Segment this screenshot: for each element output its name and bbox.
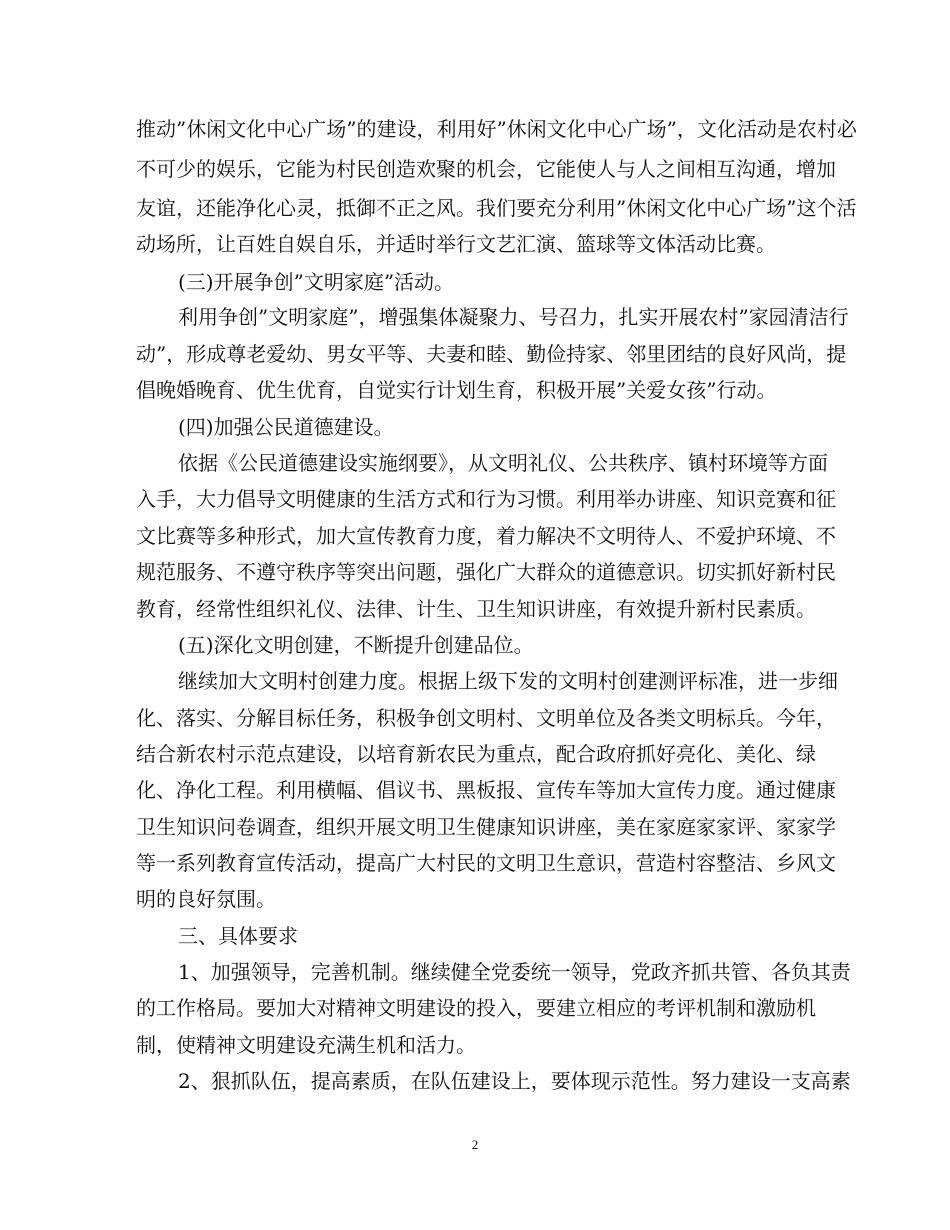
text-line: 的工作格局。要加大对精神文明建设的投入，要建立相应的考评机制和激励机 <box>136 996 816 1020</box>
text-line: 动”，形成尊老爱幼、男女平等、夫妻和睦、勤俭持家、邻里团结的良好风尚，提 <box>136 342 847 366</box>
text-line: 继续加大文明村创建力度。根据上级下发的文明村创建测评标准，进一步细 <box>178 669 838 693</box>
text-line: 1、加强领导，完善机制。继续健全党委统一领导，党政齐抓共管、各负其责 <box>178 960 851 984</box>
text-line: 依据《公民道德建设实施纲要》，从文明礼仪、公共秩序、镇村环境等方面 <box>178 451 828 475</box>
text-line: 等一系列教育宣传活动，提高广大村民的文明卫生意识，营造村容整洁、乡风文 <box>136 851 836 875</box>
text-line: 入手，大力倡导文明健康的生活方式和行为习惯。利用举办讲座、知识竞赛和征 <box>136 487 836 511</box>
text-line: 动场所，让百姓自娱自乐，并适时举行文艺汇演、篮球等文体活动比赛。 <box>136 232 776 256</box>
text-line: 教育，经常性组织礼仪、法律、计生、卫生知识讲座，有效提升新村民素质。 <box>136 597 816 621</box>
text-line: 卫生知识问卷调查，组织开展文明卫生健康知识讲座，美在家庭家家评、家家学 <box>136 815 836 839</box>
text-line: 结合新农村示范点建设，以培育新农民为重点，配合政府抓好亮化、美化、绿 <box>136 742 816 766</box>
text-line: 制，使精神文明建设充满生机和活力。 <box>136 1033 476 1057</box>
text-line: 规范服务、不遵守秩序等突出问题，强化广大群众的道德意识。切实抓好新村民 <box>136 560 836 584</box>
text-line: 明的良好氛围。 <box>136 887 276 911</box>
section-heading: (三)开展争创”文明家庭”活动。 <box>178 270 455 294</box>
text-line: 利用争创”文明家庭”，增强集体凝聚力、号召力，扎实开展农村”家园清洁行 <box>178 305 849 329</box>
text-line: 化、落实、分解目标任务，积极争创文明村、文明单位及各类文明标兵。今年， <box>136 706 836 730</box>
text-line: 倡晚婚晚育、优生优育，自觉实行计划生育，积极开展”关爱女孩”行动。 <box>136 378 777 402</box>
text-line: 友谊，还能净化心灵，抵御不正之风。我们要充分利用”休闲文化中心广场”这个活 <box>136 196 857 220</box>
text-line: 化、净化工程。利用横幅、倡议书、黑板报、宣传车等加大宣传力度。通过健康 <box>136 778 836 802</box>
section-heading: (四)加强公民道德建设。 <box>178 415 394 439</box>
section-heading: (五)深化文明创建，不断提升创建品位。 <box>178 633 534 657</box>
text-line: 推动”休闲文化中心广场”的建设，利用好”休闲文化中心广场”，文化活动是农村必 <box>136 117 857 141</box>
page-number: 2 <box>471 1137 479 1152</box>
text-line: 2、狠抓队伍，提高素质，在队伍建设上，要体现示范性。努力建设一支高素 <box>178 1069 851 1093</box>
text-line: 不可少的娱乐，它能为村民创造欢聚的机会，它能使人与人之间相互沟通，增加 <box>136 157 836 181</box>
text-line: 文比赛等多种形式，加大宣传教育力度，着力解决不文明待人、不爱护环境、不 <box>136 524 836 548</box>
section-heading: 三、具体要求 <box>178 924 298 948</box>
